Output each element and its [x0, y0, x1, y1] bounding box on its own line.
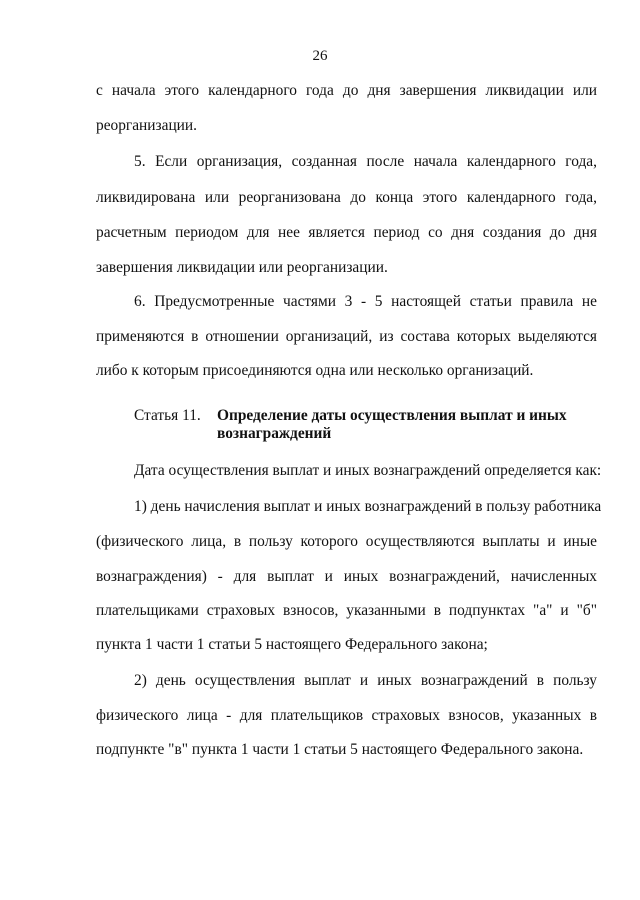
paragraph-line: с начала этого календарного года до дня завершения ликвидации или [96, 82, 597, 99]
paragraph-line: реорганизации. [96, 117, 198, 134]
article-title [217, 407, 597, 443]
article-number: Статья 11. [134, 407, 201, 424]
paragraph-line: подпункте "в" пункта 1 части 1 статьи 5 настоящего Федерального закона. [96, 741, 584, 758]
page-number: 26 [312, 48, 328, 64]
paragraph-line: Дата осуществления выплат и иных вознаграждений определяется как: [134, 462, 602, 479]
paragraph-line: ликвидирована или реорганизована до конца этого календарного года, [96, 189, 597, 206]
article-title-line: Определение даты осуществления выплат и иных [217, 407, 567, 424]
paragraph-line: плательщиками страховых взносов, указанными в подпунктах "а" и "б" [96, 602, 597, 619]
paragraph-line: применяются в отношении организаций, из состава которых выделяются [96, 328, 597, 345]
paragraph-line: 6. Предусмотренные частями 3 - 5 настоящей статьи правила не [134, 293, 597, 310]
paragraph-line: расчетным периодом для нее является период со дня создания до дня [96, 224, 597, 241]
paragraph-line: 1) день начисления выплат и иных вознаграждений в пользу работника [134, 498, 602, 515]
paragraph-line: 5. Если организация, созданная после начала календарного года, [134, 153, 597, 170]
article-title-line: вознаграждений [217, 425, 332, 442]
paragraph-line: физического лица - для плательщиков страховых взносов, указанных в [96, 707, 597, 724]
paragraph-line: 2) день осуществления выплат и иных вознаграждений в пользу [134, 672, 597, 689]
paragraph-line: либо к которым присоединяются одна или несколько организаций. [96, 362, 534, 379]
paragraph-line: завершения ликвидации или реорганизации. [96, 259, 388, 276]
paragraph-line: (физического лица, в пользу которого осуществляются выплаты и иные [96, 533, 597, 550]
paragraph-line: вознаграждения) - для выплат и иных вознаграждений, начисленных [96, 568, 597, 585]
paragraph-line: пункта 1 части 1 статьи 5 настоящего Федерального закона; [96, 636, 488, 653]
